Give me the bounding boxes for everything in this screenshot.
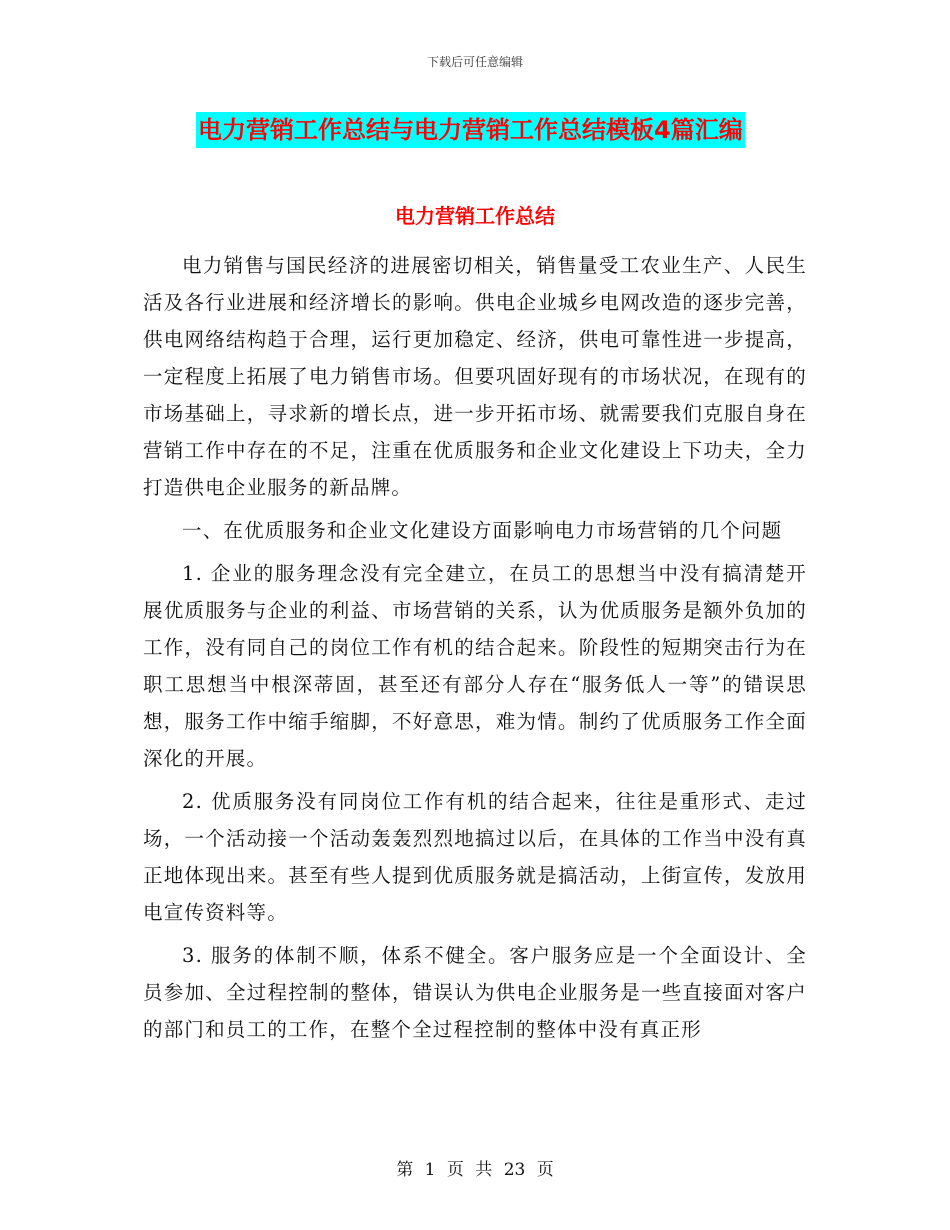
body-text [143, 247, 807, 1054]
document-title: 电力营销工作总结与电力营销工作总结模板4篇汇编 [196, 112, 745, 148]
section-title: 电力营销工作总结 [395, 204, 555, 228]
paragraph: 2. 优质服务没有同岗位工作有机的结合起来，往往是重形式、走过场，一个活动接一个活动轰轰烈烈地搞过以后，在具体的工作当中没有真正地体现出来。甚至有些人提到优质服务就是搞活动，上街宣传，发放用电宣传资料等。 [143, 790, 807, 924]
header-note: 下载后可任意编辑 [426, 55, 523, 69]
paragraph: 一、在优质服务和企业文化建设方面影响电力市场营销的几个问题 [182, 519, 783, 542]
page-number: 第 1 页 共 23 页 [396, 1160, 554, 1180]
paragraph: 电力销售与国民经济的进展密切相关，销售量受工农业生产、人民生活及各行业进展和经济增长的影响。供电企业城乡电网改造的逐步完善，供电网络结构趋于合理，运行更加稳定、经济，供电可靠性进一步提高，一定程度上拓展了电力销售市场。但要巩固好现有的市场状况，在现有的市场基础上，寻求新的增长点，进一步开拓市场、就需要我们克服自身在营销工作中存在的不足，注重在优质服务和企业文化建设上下功夫，全力打造供电企业服务的新品牌。 [143, 254, 807, 499]
paragraph: 1. 企业的服务理念没有完全建立，在员工的思想当中没有搞清楚开展优质服务与企业的利益、市场营销的关系，认为优质服务是额外负加的工作，没有同自己的岗位工作有机的结合起来。阶段性的短期突击行为在职工思想当中根深蒂固，甚至还有部分人存在“服务低人一等”的错误思想，服务工作中缩手缩脚，不好意思，难为情。制约了优质服务工作全面深化的开展。 [143, 562, 807, 770]
paragraph: 3. 服务的体制不顺，体系不健全。客户服务应是一个全面设计、全员参加、全过程控制的整体，错误认为供电企业服务是一些直接面对客户的部门和员工的工作，在整个全过程控制的整体中没有真正形 [143, 944, 807, 1041]
